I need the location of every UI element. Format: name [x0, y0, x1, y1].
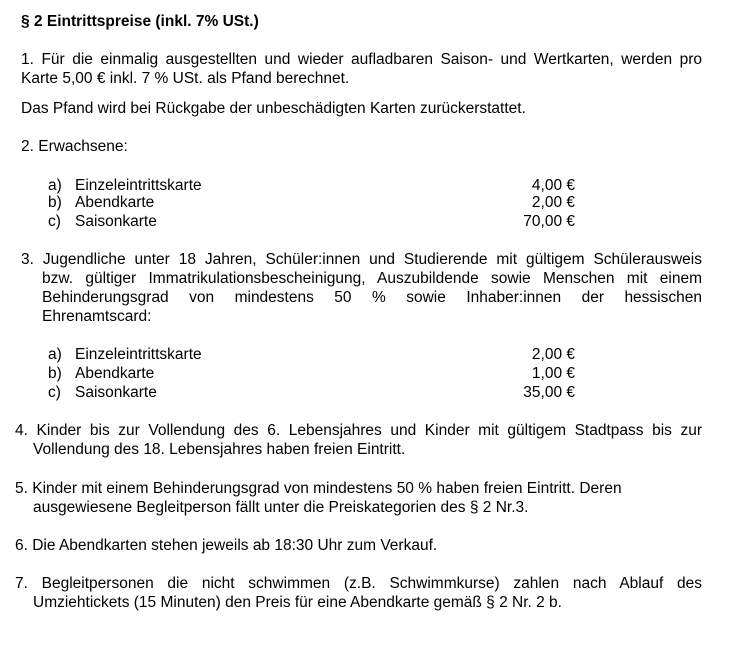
- p3-item-b-letter: b): [48, 365, 62, 382]
- p2-item-b-price: 2,00 €: [531, 194, 575, 211]
- p3-line4: Ehrenamtscard:: [42, 308, 152, 325]
- p7-line2: Umziehtickets (15 Minuten) den Preis für eine Abendkarte gemäß § 2 Nr. 2 b.: [33, 594, 562, 611]
- p3-item-b-label: Abendkarte: [75, 365, 155, 382]
- section-title: § 2 Eintrittspreise (inkl. 7% USt.): [21, 13, 259, 30]
- p3-line1: 3. Jugendliche unter 18 Jahren, Schüler:innen und Studierende mit gültigem Schülerausweis: [21, 251, 702, 268]
- p2-item-b-label: Abendkarte: [75, 194, 155, 211]
- p2-item-a-label: Einzeleintrittskarte: [75, 177, 202, 194]
- p5-line1: 5. Kinder mit einem Behinderungsgrad von mindestens 50 % haben freien Eintritt. Deren: [15, 480, 622, 497]
- p3-item-a-price: 2,00 €: [531, 346, 575, 363]
- p4-line2: Vollendung des 18. Lebensjahres haben freien Eintritt.: [33, 441, 406, 458]
- p7-line1: 7. Begleitpersonen die nicht schwimmen (z.B. Schwimmkurse) zahlen nach Ablauf des: [15, 575, 702, 592]
- p2-item-c-price: 70,00 €: [523, 213, 575, 230]
- p3-item-b-price: 1,00 €: [531, 365, 575, 382]
- p3-item-a-label: Einzeleintrittskarte: [75, 346, 202, 363]
- p2-item-c-label: Saisonkarte: [75, 213, 157, 230]
- p6-line1: 6. Die Abendkarten stehen jeweils ab 18:30 Uhr zum Verkauf.: [15, 537, 438, 554]
- p3-item-c-label: Saisonkarte: [75, 384, 157, 401]
- p1-line3: Das Pfand wird bei Rückgabe der unbeschädigten Karten zurückerstattet.: [21, 100, 526, 117]
- p3-item-a-letter: a): [48, 346, 62, 363]
- p2-item-a-letter: a): [48, 177, 62, 194]
- p5-line2: ausgewiesene Begleitperson fällt unter die Preiskategorien des § 2 Nr.3.: [33, 499, 529, 516]
- p3-line3: Behinderungsgrad von mindestens 50 % sowie Inhaber:innen der hessischen: [42, 289, 702, 306]
- p2-item-c-letter: c): [48, 213, 61, 230]
- p1-line1: 1. Für die einmalig ausgestellten und wieder aufladbaren Saison- und Wertkarten, werden pro: [21, 51, 702, 68]
- p3-item-c-price: 35,00 €: [523, 384, 575, 401]
- p2-heading: 2. Erwachsene:: [21, 138, 128, 155]
- p3-item-c-letter: c): [48, 384, 61, 401]
- p3-line2: bzw. gültiger Immatrikulationsbescheinigung, Auszubildende sowie Menschen mit einem: [42, 270, 702, 287]
- p2-item-b-letter: b): [48, 194, 62, 211]
- p1-line2: Karte 5,00 € inkl. 7 % USt. als Pfand berechnet.: [21, 70, 350, 87]
- p4-line1: 4. Kinder bis zur Vollendung des 6. Lebensjahres und Kinder mit gültigem Stadtpass bis zur: [15, 422, 702, 439]
- p2-item-a-price: 4,00 €: [531, 177, 575, 194]
